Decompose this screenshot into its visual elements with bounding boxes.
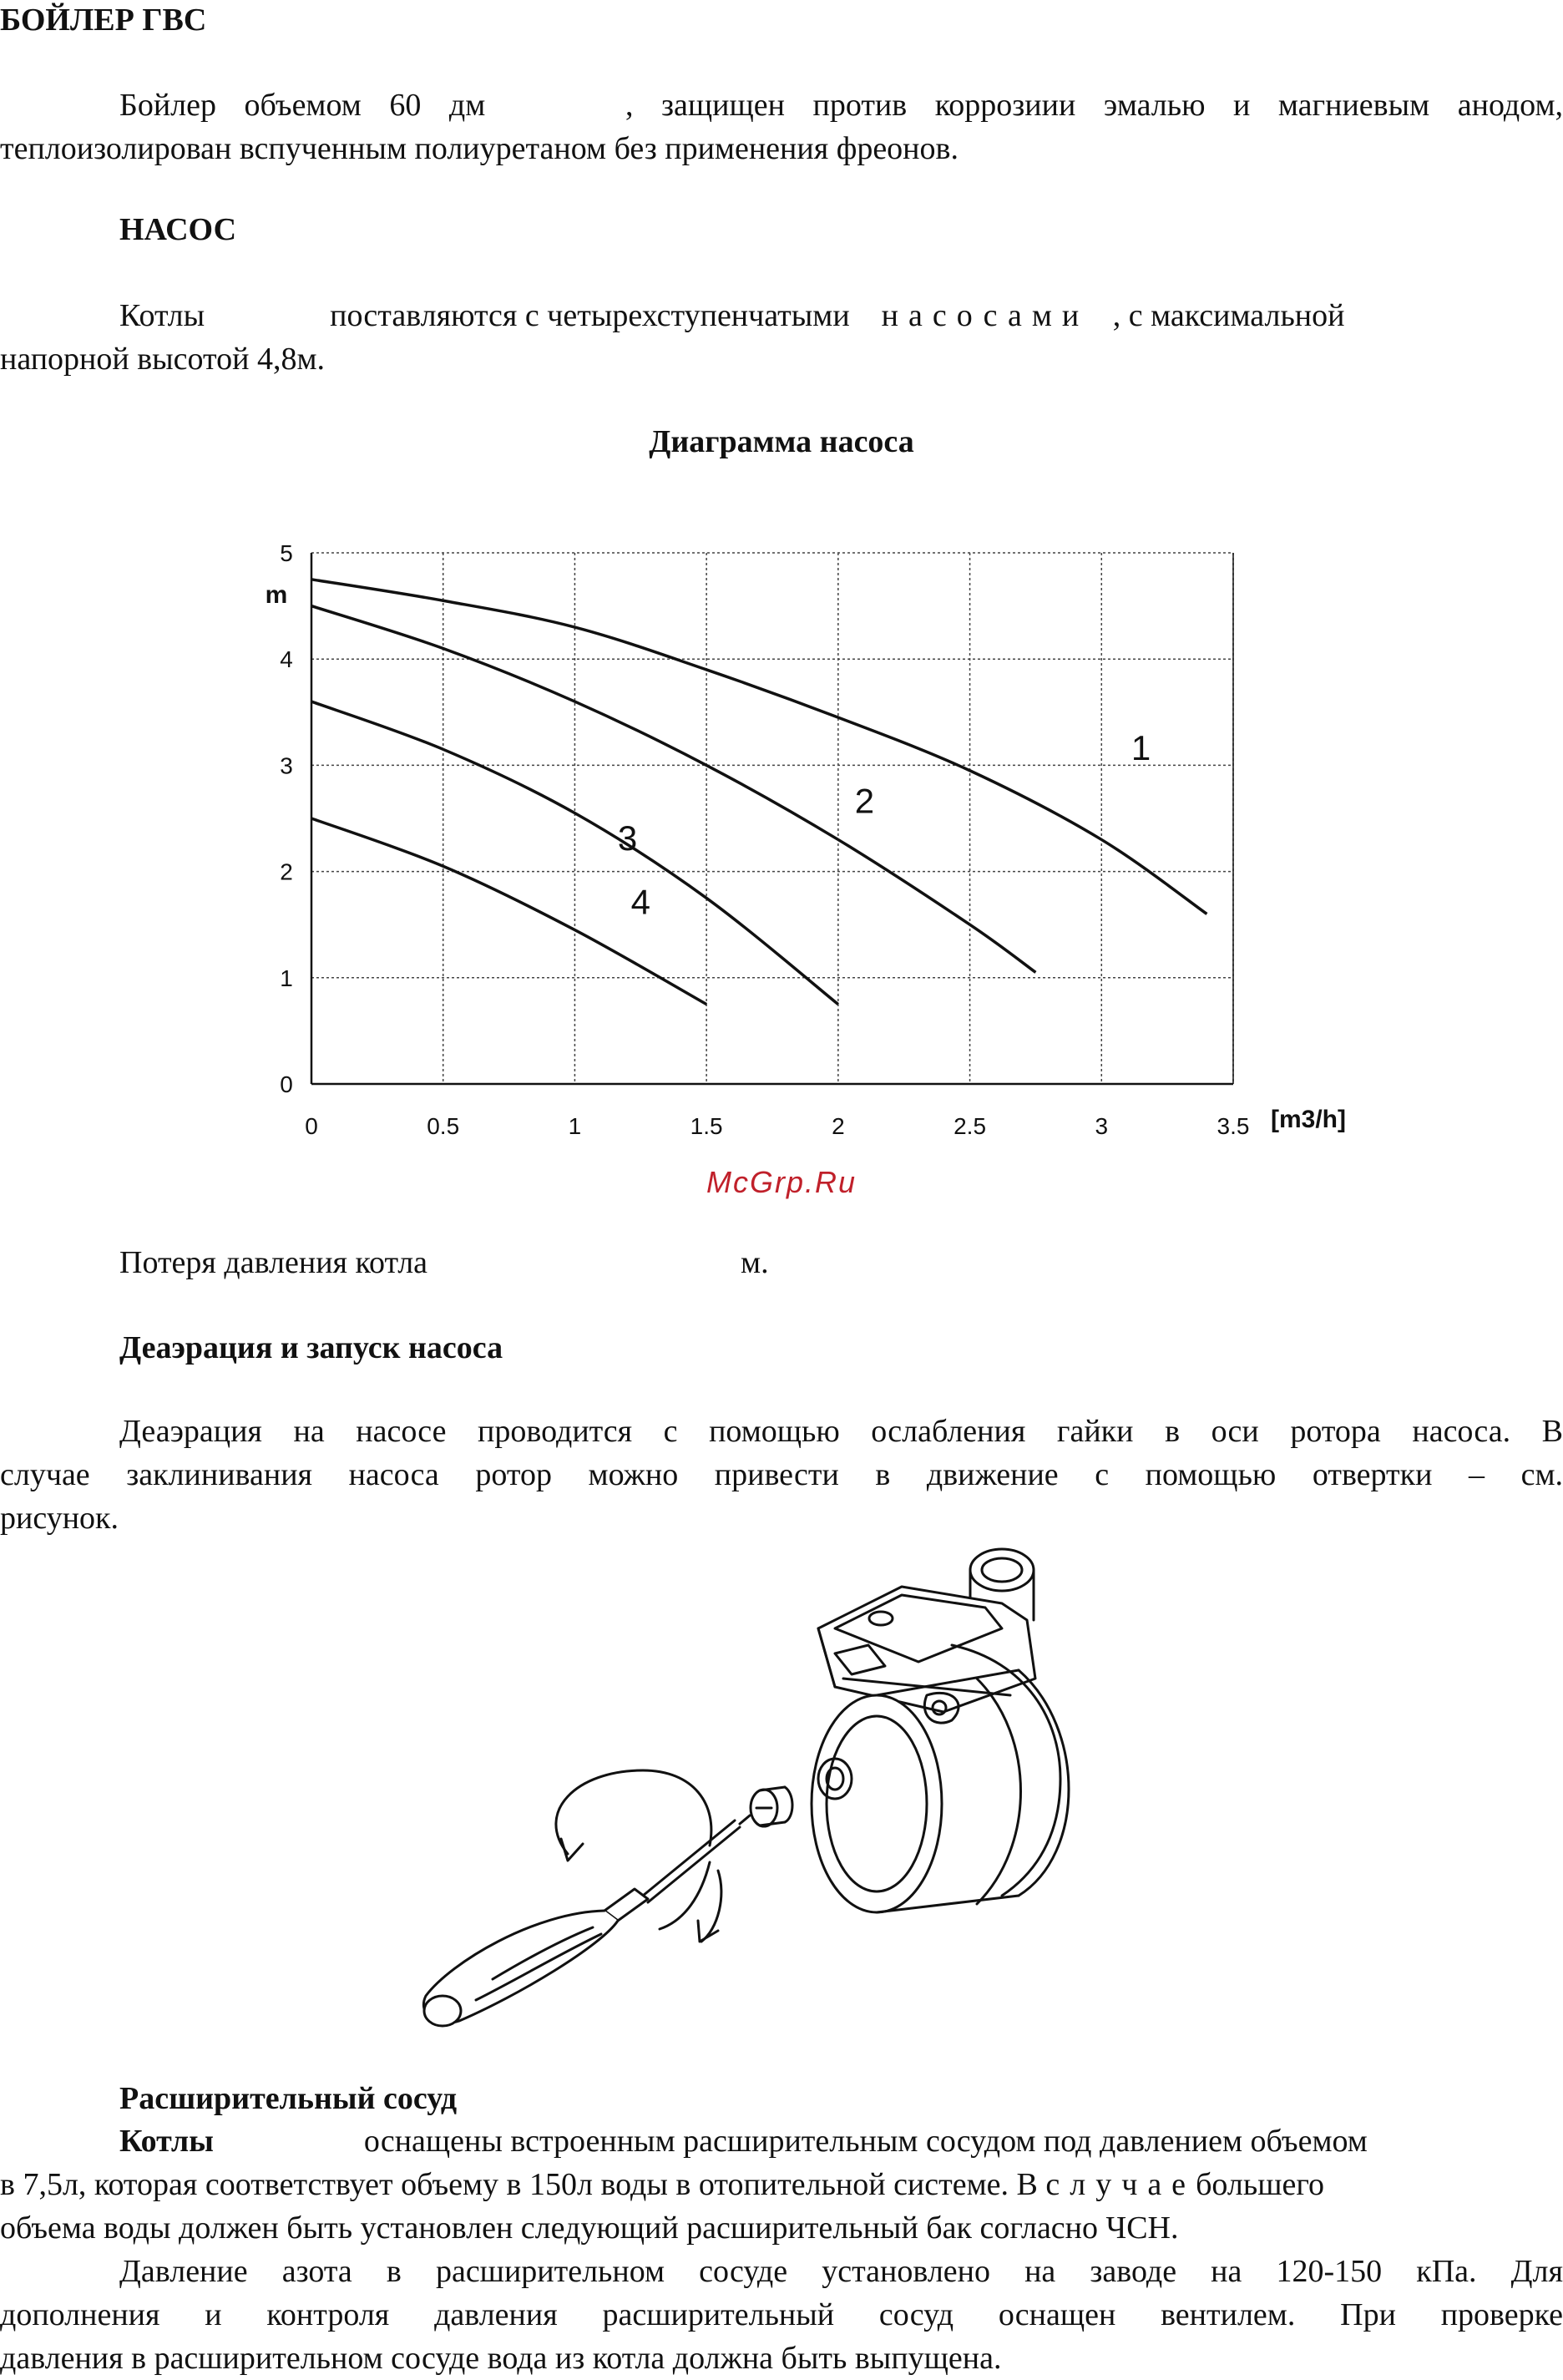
expansion-line-5: дополнения и контроля давления расширительный сосуд оснащен вентилем. При проверке <box>0 2297 1563 2332</box>
boiler-paragraph <box>0 84 1563 170</box>
y-tick-label: 4 <box>280 646 293 673</box>
x-tick-label: 2.5 <box>953 1113 987 1139</box>
expansion-line-1b: оснащены встроенным расширительным сосудом под давлением объемом <box>363 2124 1368 2159</box>
x-tick-label: 2 <box>832 1113 845 1139</box>
pump-line-1c: насосами <box>881 298 1090 333</box>
deaeration-heading: Деаэрация и запуск насоса <box>119 1330 503 1365</box>
pressure-loss-label: Потеря давления котла <box>119 1245 428 1280</box>
x-tick-label: 1 <box>568 1113 582 1139</box>
expansion-line-2-text: в 7,5л, которая соответствует объему в 150л воды в отопительной системе. В <box>0 2167 1038 2202</box>
pump-body <box>812 1549 1069 1912</box>
pressure-loss-line <box>119 1241 769 1284</box>
series-label-4: 4 <box>630 882 650 922</box>
pump-paragraph <box>0 294 1563 381</box>
chart-title: Диаграмма насоса <box>649 424 914 459</box>
expansion-line-4: Давление азота в расширительном сосуде установлено на заводе на 120-150 кПа. Для <box>119 2254 1563 2289</box>
y-tick-label: 2 <box>280 858 293 885</box>
series-label-2: 2 <box>854 781 875 821</box>
expansion-line-3: объема воды должен быть установлен следующий расширительный бак согласно ЧСН. <box>0 2210 1179 2246</box>
deaeration-paragraph <box>0 1410 1563 1540</box>
expansion-line-6: давления в расширительном сосуде вода из котла должна быть выпущена. <box>0 2341 1002 2376</box>
pump-line-1 <box>0 294 1563 337</box>
pressure-loss-unit: м. <box>741 1245 769 1280</box>
pump-line-1b: поставляются с четырехступенчатыми <box>330 298 850 333</box>
watermark-text: McGrp.Ru <box>706 1165 857 1199</box>
boiler-line-1b: , защищен против коррозиии эмалью и магниевым анодом, <box>625 88 1563 123</box>
deaeration-line-1: Деаэрация на насосе проводится с помощью ослабления гайки в оси ротора насоса. В <box>119 1414 1563 1449</box>
pump-chart <box>0 501 1563 1169</box>
deaeration-line-2: случае заклинивания насоса ротор можно привести в движение с помощью отвертки – см. <box>0 1457 1563 1492</box>
series-line-2 <box>311 606 1035 973</box>
y-tick-label: 1 <box>280 965 293 991</box>
expansion-heading: Расширительный сосуд <box>119 2081 458 2116</box>
series-line-1 <box>311 580 1206 914</box>
pump-line-1a: Котлы <box>119 298 205 333</box>
y-tick-label: 0 <box>280 1071 293 1097</box>
y-tick-label: 3 <box>280 752 293 779</box>
screwdriver <box>423 1815 750 2026</box>
x-tick-label: 0.5 <box>427 1113 460 1139</box>
x-tick-label: 1.5 <box>690 1113 723 1139</box>
x-tick-label: 3.5 <box>1217 1113 1250 1139</box>
expansion-line-2-end: большего <box>1196 2167 1324 2202</box>
expansion-paragraph <box>0 2119 1563 2380</box>
expansion-line-1 <box>0 2119 1563 2163</box>
pump-heading: НАСОС <box>119 212 237 247</box>
y-tick-label: 5 <box>280 540 293 566</box>
expansion-line-1a: Котлы <box>119 2124 214 2159</box>
series-label-3: 3 <box>617 818 638 858</box>
boiler-line-1a: Бойлер объемом 60 дм <box>119 88 486 123</box>
pump-line-2: напорной высотой 4,8м. <box>0 342 326 377</box>
y-axis-label: m <box>265 581 288 609</box>
boiler-heading: БОЙЛЕР ГВС <box>0 3 207 38</box>
x-tick-label: 3 <box>1095 1113 1109 1139</box>
pump-line-1d: , с максимальной <box>1112 298 1345 333</box>
vent-screw <box>751 1787 792 1826</box>
pump-illustration <box>367 1528 1102 2046</box>
boiler-line-2: теплоизолирован вспученным полиуретаном без применения фреонов. <box>0 131 959 166</box>
deaeration-line-3: рисунок. <box>0 1501 119 1536</box>
expansion-line-2-spaced: случае <box>1045 2167 1196 2202</box>
x-tick-label: 0 <box>305 1113 318 1139</box>
x-axis-label: [m3/h] <box>1271 1106 1346 1133</box>
expansion-line-2 <box>0 2163 1563 2206</box>
boiler-line-1 <box>0 84 1563 127</box>
series-label-1: 1 <box>1131 728 1151 768</box>
